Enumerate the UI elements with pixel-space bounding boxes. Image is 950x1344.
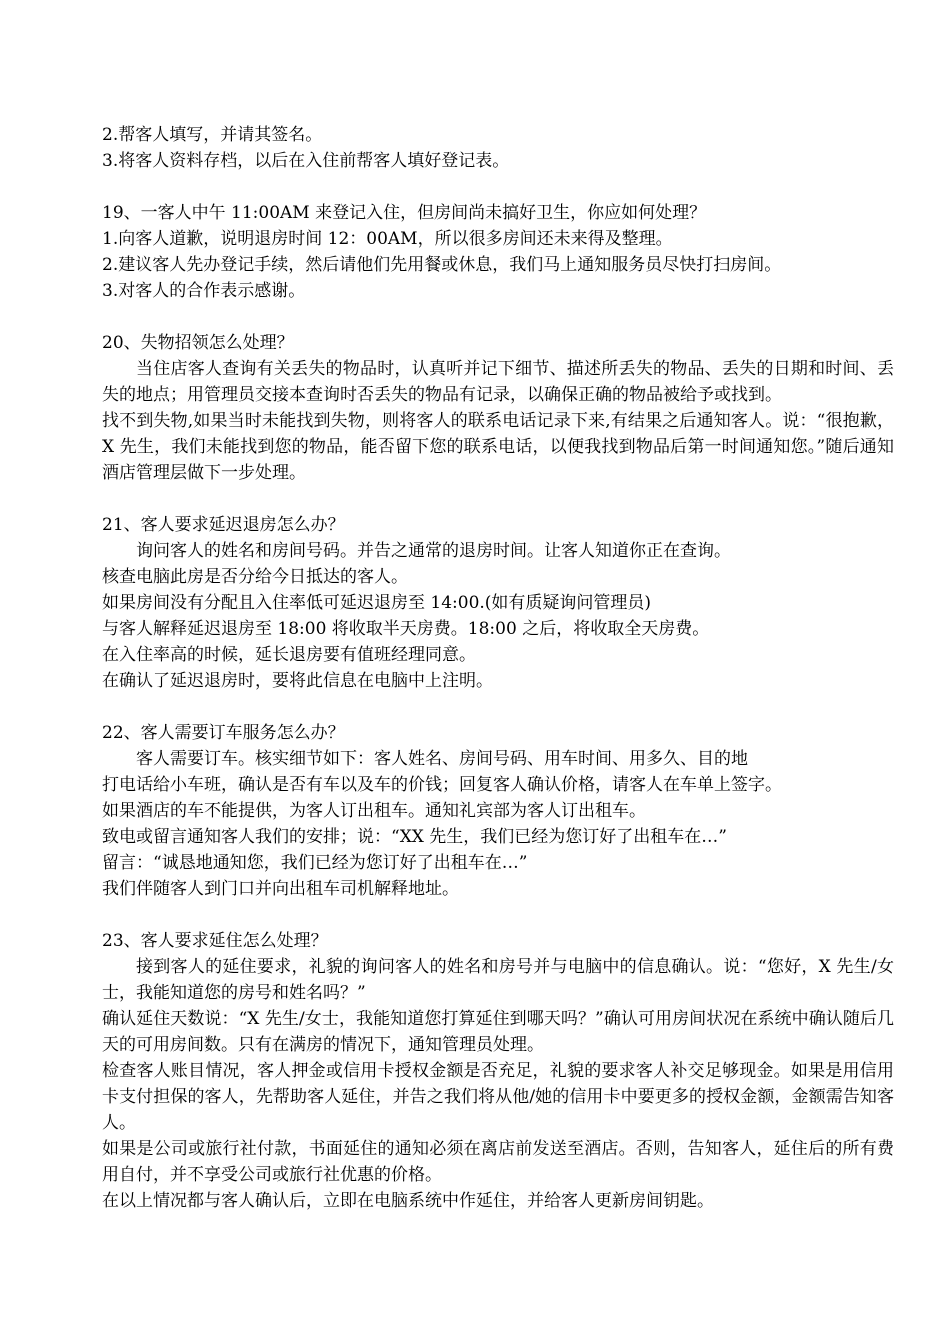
text-line: 在确认了延迟退房时，要将此信息在电脑中上注明。 xyxy=(102,671,493,691)
text-line: 1.向客人道歉，说明退房时间 12：00AM，所以很多房间还未来得及整理。 xyxy=(102,229,673,249)
paragraph: 确认延住天数说：“X 先生/女士，我能知道您打算延住到哪天吗？”确认可用房间状况在系统中确认随后几天的可用房间数。只有在满房的情况下，通知管理员处理。 xyxy=(102,1009,894,1055)
text-line: 打电话给小车班，确认是否有车以及车的价钱；回复客人确认价格，请客人在车单上签字。 xyxy=(102,775,782,795)
text-line: 3.将客人资料存档，以后在入住前帮客人填好登记表。 xyxy=(102,151,510,171)
text-line: 核查电脑此房是否分给今日抵达的客人。 xyxy=(102,567,408,587)
blank-line xyxy=(102,694,894,720)
paragraph: 在以上情况都与客人确认后，立即在电脑系统中作延住，并给客人更新房间钥匙。 xyxy=(102,1191,714,1211)
intro-section xyxy=(102,122,894,174)
question-20 xyxy=(102,330,894,486)
text-line: 2.建议客人先办登记手续，然后请他们先用餐或休息，我们马上通知服务员尽快打扫房间。 xyxy=(102,255,782,275)
document-page xyxy=(102,122,894,1214)
text-line: 留言：“诚恳地通知您，我们已经为您订好了出租车在…” xyxy=(102,853,528,873)
paragraph: 如果是公司或旅行社付款，书面延住的通知必须在离店前发送至酒店。否则，告知客人，延住后的所有费用自付，并不享受公司或旅行社优惠的价格。 xyxy=(102,1139,894,1185)
text-line: 如果酒店的车不能提供，为客人订出租车。通知礼宾部为客人订出租车。 xyxy=(102,801,646,821)
paragraph: 找不到失物,如果当时未能找到失物，则将客人的联系电话记录下来,有结果之后通知客人。说：“很抱歉，X 先生，我们未能找到您的物品，能否留下您的联系电话，以便我找到物品后第一时间通知您。”随后通知酒店管理层做下一步处理。 xyxy=(102,411,894,483)
question-title: 22、客人需要订车服务怎么办？ xyxy=(102,723,345,743)
question-19 xyxy=(102,200,894,304)
question-title: 23、客人要求延住怎么处理？ xyxy=(102,931,328,951)
paragraph: 当住店客人查询有关丢失的物品时，认真听并记下细节、描述所丢失的物品、丢失的日期和时间、丢失的地点；用管理员交接本查询时否丢失的物品有记录，以确保正确的物品被给予或找到。 xyxy=(102,359,894,405)
text-line: 如果房间没有分配且入住率低可延迟退房至 14:00.(如有质疑询问管理员) xyxy=(102,593,652,613)
question-22 xyxy=(102,720,894,902)
text-line: 在入住率高的时候，延长退房要有值班经理同意。 xyxy=(102,645,476,665)
blank-line xyxy=(102,304,894,330)
question-title: 20、失物招领怎么处理？ xyxy=(102,333,294,353)
question-title: 19、一客人中午 11:00AM 来登记入住，但房间尚未搞好卫生，你应如何处理？ xyxy=(102,203,707,223)
paragraph: 询问客人的姓名和房间号码。并告之通常的退房时间。让客人知道你正在查询。 xyxy=(136,541,731,561)
question-21 xyxy=(102,512,894,694)
text-line: 我们伴随客人到门口并向出租车司机解释地址。 xyxy=(102,879,459,899)
paragraph: 检查客人账目情况，客人押金或信用卡授权金额是否充足，礼貌的要求客人补交足够现金。如果是用信用卡支付担保的客人，先帮助客人延住，并告之我们将从他/她的信用卡中要更多的授权金额，金额需告知客人。 xyxy=(102,1061,894,1133)
blank-line xyxy=(102,486,894,512)
question-title: 21、客人要求延迟退房怎么办？ xyxy=(102,515,345,535)
paragraph: 接到客人的延住要求，礼貌的询问客人的姓名和房号并与电脑中的信息确认。说：“您好，X 先生/女士，我能知道您的房号和姓名吗？” xyxy=(102,957,894,1003)
text-line: 致电或留言通知客人我们的安排；说：“XX 先生，我们已经为您订好了出租车在…” xyxy=(102,827,727,847)
question-23 xyxy=(102,928,894,1214)
text-line: 与客人解释延迟退房至 18:00 将收取半天房费。18:00 之后，将收取全天房费。 xyxy=(102,619,710,639)
blank-line xyxy=(102,174,894,200)
paragraph: 客人需要订车。核实细节如下：客人姓名、房间号码、用车时间、用多久、目的地 xyxy=(136,749,748,769)
text-line: 2.帮客人填写，并请其签名。 xyxy=(102,125,323,145)
blank-line xyxy=(102,902,894,928)
text-line: 3.对客人的合作表示感谢。 xyxy=(102,281,306,301)
